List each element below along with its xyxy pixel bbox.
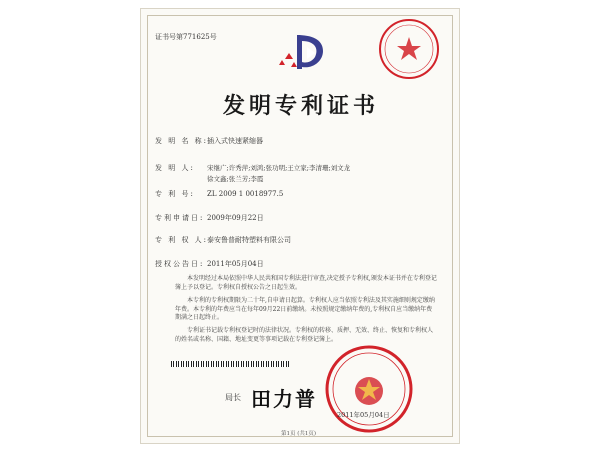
patentee-label: 专 利 权 人: xyxy=(155,236,209,244)
inventors-line1: 宋继广;许秀萍;刘鸿;张功明;王立家;李清珊;刘文龙 xyxy=(207,164,351,172)
grant-date-label: 授权公告日: xyxy=(155,260,205,268)
certificate-frame xyxy=(140,8,460,444)
director-signature: 田力普 xyxy=(251,387,317,411)
certificate-number: 证书号第771625号 xyxy=(155,33,217,41)
inventor-label: 发 明 人: xyxy=(155,164,195,172)
invention-name-label: 发 明 名 称: xyxy=(155,137,209,145)
body-paragraph-1: 本发明经过本局依照中华人民共和国专利法进行审查,决定授予专利权,颁发本证书并在专利登记簿上予以登记。专利权自授权公告之日起生效。 xyxy=(175,275,437,291)
inventors-line2: 徐文鑫;张兰芳;李霞 xyxy=(207,175,264,183)
filing-date: 2009年09月22日 xyxy=(207,214,264,222)
patent-number-label: 专 利 号: xyxy=(155,190,195,198)
patent-number: ZL 2009 1 0018977.5 xyxy=(207,190,284,198)
body-paragraph-3: 专利证书记载专利权登记时的法律状况。专利权的转移、质押、无效、终止、恢复和专利权人的姓名或名称、国籍、地址变更等事项记载在专利登记簿上。 xyxy=(175,327,434,343)
filing-date-label: 专利申请日: xyxy=(155,214,205,222)
invention-name: 插入式快速紧缩器 xyxy=(207,137,263,145)
seal-date: 2011年05月04日 xyxy=(337,411,390,419)
certificate-title: 发明专利证书 xyxy=(222,93,379,119)
official-seal-stamp xyxy=(317,339,421,435)
director-label: 局长 xyxy=(225,393,241,402)
page-footer: 第1页 (共1页) xyxy=(281,431,317,437)
body-paragraph-2: 本专利的专利权期限为二十年,自申请日起算。专利权人应当依照专利法及其实施细则规定缴纳年费。本专利的年费应当在每年09月22日前缴纳。未按照规定缴纳年费的,专利权自应当缴纳年费期满之日起终止。 xyxy=(175,297,435,322)
patentee: 泰安鲁普耐特塑料有限公司 xyxy=(207,236,291,244)
grant-date: 2011年05月04日 xyxy=(207,260,264,268)
top-seal-stamp xyxy=(377,17,441,81)
barcode xyxy=(171,361,289,367)
patent-office-logo xyxy=(271,29,333,75)
